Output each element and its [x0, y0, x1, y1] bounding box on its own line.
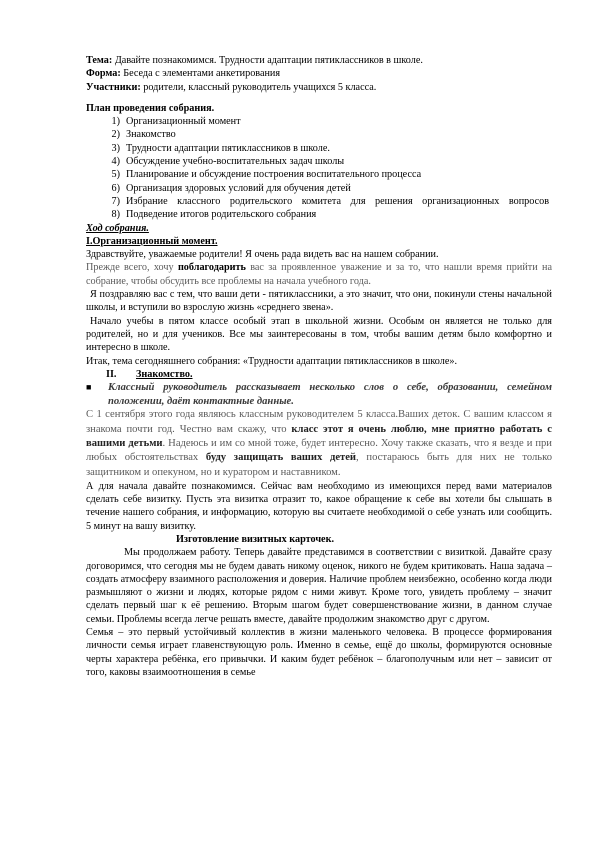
topic-summary-paragraph: Итак, тема сегодняшнего собрания: «Трудности адаптации пятиклассников в школе». — [86, 355, 457, 367]
fifth-grade-paragraph: Начало учебы в пятом классе особый этап в школьной жизни. Особым он является не только для родителей, но и для учеников. Все мы заинтересованы в том, чтобы вашим детям было комфортно и интересно в школе. — [86, 315, 552, 354]
plan-title: План проведения собрания. — [86, 102, 215, 114]
topic-line — [86, 54, 552, 67]
teacher-paragraph: С 1 сентября этого года являюсь классным руководителем 5 класса.Ваших деток. С вашим классом я знакома почти год. Честно вам скажу, что класс этот я очень люблю, мне приятно работать с вашими детьми. Надеюсь и им со мной тоже, будет интересно. Хочу также сказать, что я везде и при любых обстоятельствах буду защищать ваших детей, постараюсь быть для них не только защитником и опекуном, но и куратором и наставником. — [86, 409, 552, 478]
introductions-paragraph: Мы продолжаем работу. Теперь давайте представимся в соответствии с визиткой. Давайте сразу договоримся, что сегодня мы не будем давать никому оценок, никого не будем критиковать. Наша задача – создать атмосферу взаимного расположения и доверия. Наличие проблем неизбежно, особенно когда люди размышляют о жизни и людях, которые рядом с ними живут. Кроме того, увидеть проблему – значит сделать первый шаг к её решению. Вторым шагом будет совершенствование жизни, в данном случае семьи. Проблемы всегда легче решать вместе, давайте продолжим знакомство друг с другом. — [86, 547, 552, 625]
plan-item: 7) Избрание классного родительского комитета для решения организационных вопросов — [111, 195, 550, 207]
document-page — [86, 54, 552, 679]
plan-item: 2) Знакомство — [111, 129, 176, 141]
section-2-heading: II. Знакомство. — [106, 368, 193, 380]
greeting-paragraph: Здравствуйте, уважаемые родители! Я очень рада видеть вас на нашем собрании. — [86, 249, 439, 261]
form-label: Форма: — [86, 68, 121, 80]
participants-text: родители, классный руководитель учащихся 5 класса. — [140, 81, 377, 93]
participants-line — [86, 81, 552, 94]
form-line — [86, 67, 552, 80]
plan-item: 4) Обсуждение учебно-воспитательных задач школы — [111, 156, 345, 168]
topic-label: Тема: — [86, 55, 113, 66]
plan-item: 1) Организационный момент — [111, 116, 241, 128]
topic-text: Давайте познакомимся. Трудности адаптации пятиклассников в школе. — [112, 55, 423, 66]
proceedings-title: Ход собрания. — [86, 222, 149, 234]
form-text: Беседа с элементами анкетирования — [120, 68, 281, 80]
bullet-square-icon: ■ — [86, 382, 92, 393]
teacher-intro-text: Классный руководитель рассказывает несколько слов о себе, образовании, семейном положении, даёт контактные данные. — [108, 382, 552, 407]
business-card-heading: Изготовление визитных карточек. — [176, 533, 334, 545]
participants-label: Участники: — [86, 81, 141, 93]
teacher-intro-bullet — [86, 381, 552, 408]
plan-item: 3) Трудности адаптации пятиклассников в школе. — [111, 142, 330, 154]
plan-item: 5) Планирование и обсуждение построения воспитательного процесса — [111, 169, 422, 181]
business-card-paragraph: А для начала давайте познакомимся. Сейчас вам необходимо из имеющихся перед вами материалов сделать себе визитку. Пусть эта визитка отразит то, какое обращение к себе вы хотели бы слышать в течение нашего собрания, и информацию, которую вы считаете необходимой о себе узнать или сообщить. 5 минут на вашу визитку. — [86, 480, 552, 532]
plan-list — [86, 115, 552, 221]
thanks-paragraph: Прежде всего, хочу поблагодарить вас за проявленное уважение и за то, что нашли время прийти на собрание, чтобы обсудить все проблемы на начала учебного года. — [86, 262, 553, 287]
plan-item: 8) Подведение итогов родительского собрания — [111, 209, 317, 221]
congrats-paragraph: Я поздравляю вас с тем, что ваши дети - пятиклассники, а это значит, что они, покинули стены начальной школы, и вступили во взрослую жизнь «среднего звена». — [86, 289, 552, 314]
plan-item: 6) Организация здоровых условий для обучения детей — [111, 182, 351, 194]
family-paragraph: Семья – это первый устойчивый коллектив в жизни маленького человека. В процессе формирования личности семья играет главенствующую роль. Именно в семье, ещё до школы, формируются основные черты характера ребёнка, его привычки. И каким будет ребёнок – благополучным или нет – зависит от того, каковы взаимоотношения в семье — [86, 627, 552, 678]
section-1-heading: I.Организационный момент. — [86, 235, 218, 247]
